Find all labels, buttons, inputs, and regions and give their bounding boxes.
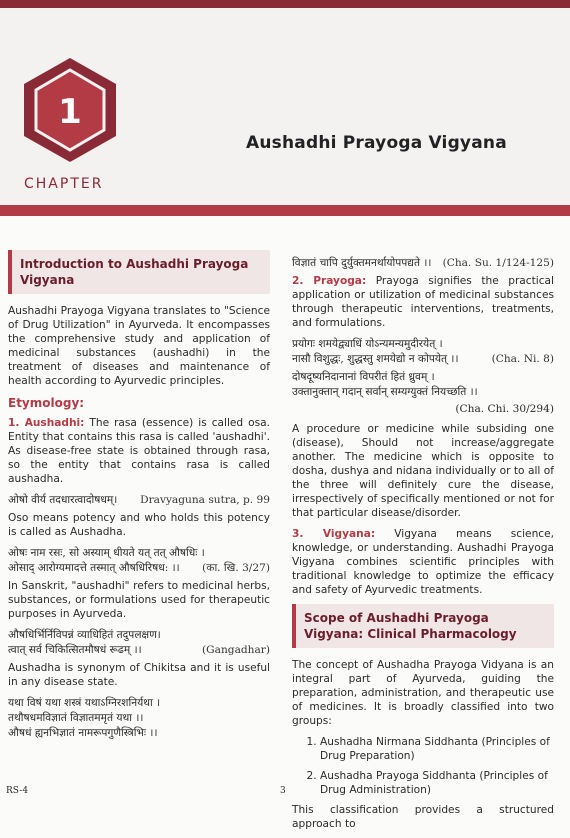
term-label: 2. Prayoga: — [292, 275, 367, 287]
right-column — [292, 256, 554, 838]
sanskrit-verse — [8, 493, 270, 508]
chapter-title: Aushadhi Prayoga Vigyana — [246, 133, 507, 153]
paragraph: Oso means potency and who holds this potency is called as Aushadha. — [8, 512, 270, 538]
list-item: 1. Aushadha Nirmana Siddhanta (Principles of Drug Preparation) — [320, 735, 554, 763]
paragraph: In Sanskrit, "aushadhi" refers to medicinal herbs, substances, or formulations used for therapeutic purposes in Ayurveda. — [8, 580, 270, 620]
intro-paragraph: Aushadhi Prayoga Vigyana translates to "Science of Drug Utilization" in Ayurveda. It encompasses the comprehensive study and application of medicinal substances (aushadhi) in the treatment of diseases and maintenance of health according to Ayurvedic principles. — [8, 305, 270, 387]
sanskrit-verse — [292, 352, 554, 367]
term-label: 1. Aushadhi: — [8, 417, 85, 429]
chapter-number: 1 — [58, 92, 82, 132]
page-number: 3 — [280, 786, 286, 796]
classification-list — [292, 735, 554, 797]
term-text: The rasa (essence) is called osa. Entity that contains this rasa is called 'aushadhi'. As disease-free state is obtained through rasa, so the entity that contains rasa is called aushadha. — [8, 417, 270, 485]
citation: (Cha. Ni. 8) — [491, 353, 554, 365]
citation: (Cha. Su. 1/124-125) — [442, 257, 554, 269]
section-heading-introduction — [8, 250, 270, 294]
verse-line: नासौ विशुद्धः, शुद्धस्तु शमयेद्यो न कोपयेत् ।। — [292, 353, 459, 365]
paragraph: A procedure or medicine while subsiding one (disease), Should not increase/aggregate another. The medicine which is opposite to dosha, dushya and nidana individually or to all of the three will definitely cure the disease, irrespectively of specifically mentioned or not for that particular disease/disorder. — [292, 423, 554, 519]
verse-line: औषधं ह्यनभिज्ञातं नामरूपगुणैस्त्रिभिः ।। — [8, 727, 158, 739]
paragraph: The concept of Aushadha Prayoga Vidyana is an integral part of Ayurveda, guiding the preparation, administration, and therapeutic use of medicines. It is broadly classified into two groups: — [292, 659, 554, 727]
citation: Dravyaguna sutra, p. 99 — [140, 494, 270, 506]
footer-code: RS-4 — [6, 786, 29, 796]
section-heading-scope — [292, 604, 554, 648]
sanskrit-verse — [8, 561, 270, 576]
verse-line: ओषः नाम रसः, सो अस्याम् धीयते यत् तत् औषधिः । — [8, 547, 205, 559]
verse-line: ओषो वीर्य तदधारत्वादोषधम्। — [8, 494, 118, 506]
etymology-heading: Etymology: — [8, 396, 85, 410]
verse-line: प्रयोगः शमयेद्व्याधिं योऽन्यमन्यमुदीरयेत् । — [292, 338, 443, 350]
term-text: Prayoga signifies the practical application or utilization of medicinal substances through therapeutic interventions, treatments, and formulations. — [292, 275, 554, 329]
header-band — [0, 205, 570, 216]
citation: (Gangadhar) — [202, 644, 270, 656]
verse-line: तथौषधमविज्ञातं विज्ञातममृतं यथा ।। — [8, 712, 144, 724]
left-column — [8, 250, 270, 741]
etymology-item-prayoga — [292, 274, 554, 330]
header-top-bar — [0, 0, 570, 8]
sanskrit-verse — [292, 256, 554, 271]
sanskrit-verse — [8, 643, 270, 658]
section-title: Introduction to Aushadhi Prayoga Vigyana — [20, 257, 249, 287]
verse-line: ओसाद् आरोग्यमादत्ते तस्मात् औषधिरिषध: ।। — [8, 562, 180, 574]
chapter-label: CHAPTER — [24, 176, 104, 192]
verse-line: यथा विषं यथा शस्त्रं यथाऽग्निरशनिर्यथा । — [8, 697, 161, 709]
section-title: Scope of Aushadhi Prayoga Vigyana: Clinical Pharmacology — [304, 611, 517, 641]
citation: (का. खि. 3/27) — [202, 562, 270, 574]
term-text: Vigyana means science, knowledge, or understanding. Aushadhi Prayoga Vigyana combines scientific principles with traditional knowledge to optimize the efficacy and safety of Ayurvedic treatments. — [292, 528, 555, 596]
verse-line: विज्ञातं चापि दुर्युक्तमनर्थायोपपद्यते ।। — [292, 257, 432, 269]
etymology-item-aushadhi — [8, 416, 270, 486]
citation: (Cha. Chi. 30/294) — [455, 403, 554, 415]
paragraph: This classification provides a structured approach to — [292, 804, 554, 830]
verse-line: औषधिर्भिर्निविपन्नं व्याधिहितं तदुपलक्षण। — [8, 629, 161, 641]
etymology-item-vigyana — [292, 527, 554, 597]
list-item: 2. Aushadha Prayoga Siddhanta (Principles of Drug Administration) — [320, 769, 554, 797]
verse-line: त्वात् सर्व चिकित्सितमौषधं रूढम् ।। — [8, 644, 142, 656]
chapter-header — [0, 0, 570, 216]
verse-line: दोषदूष्यनिदानानां विपरीतं हितं ध्रुवम् । — [292, 371, 435, 383]
paragraph: Aushadha is synonym of Chikitsa and it is useful in any disease state. — [8, 662, 270, 688]
verse-line: उक्तानुक्तान् गदान् सर्वान् सम्यग्युक्तं नियच्छति ।। — [292, 386, 478, 398]
term-label: 3. Vigyana: — [292, 528, 376, 540]
chapter-number-hexagon — [22, 56, 118, 164]
